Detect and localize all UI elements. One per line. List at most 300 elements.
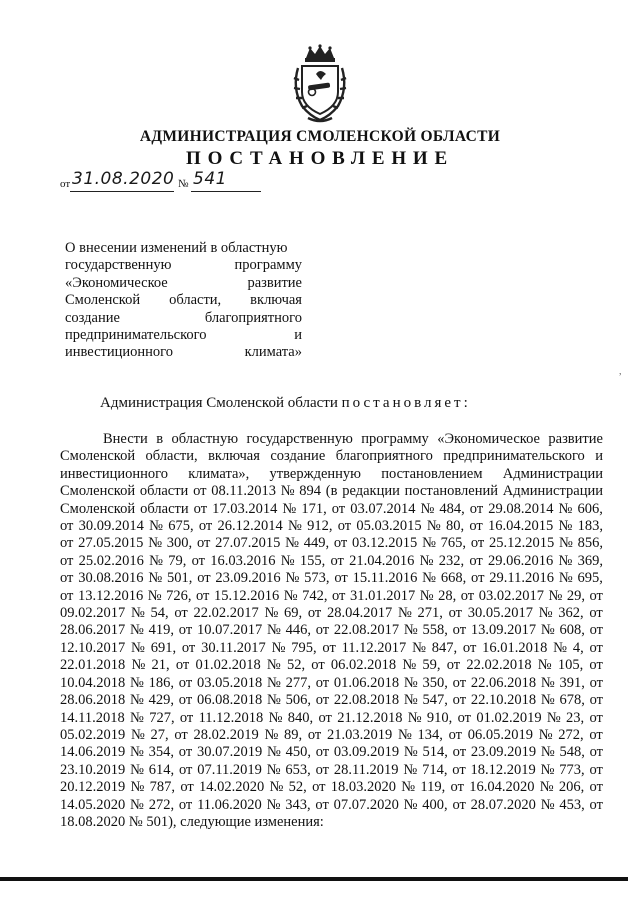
body-word: от <box>457 709 471 726</box>
body-word: № <box>420 500 435 517</box>
body-word: от <box>60 587 74 604</box>
body-word: от <box>448 605 463 622</box>
body-word: 742, <box>302 587 328 604</box>
body-word: от <box>197 570 211 587</box>
body-word: от <box>589 726 603 743</box>
body-word: 548, <box>559 744 585 761</box>
body-word: от <box>322 639 336 656</box>
body-word: (в <box>325 483 338 500</box>
body-word: 52, <box>286 657 306 674</box>
document-date: 31.08.2020 <box>72 169 175 189</box>
body-line <box>60 570 603 587</box>
body-word: от <box>589 779 603 796</box>
subject-text: создание <box>65 309 120 326</box>
body-line <box>60 640 603 657</box>
body-word: создание <box>270 448 326 465</box>
body-word: от <box>318 709 332 726</box>
body-word: 21, <box>151 657 170 674</box>
body-word: от <box>196 587 210 604</box>
body-word: № <box>288 518 302 535</box>
body-line <box>60 692 603 709</box>
body-word: 695, <box>577 570 603 587</box>
margin-mark: , <box>619 366 622 377</box>
body-word: № <box>537 657 552 674</box>
body-word: № <box>130 779 145 796</box>
number-underline <box>191 191 261 192</box>
number-prefix: № <box>178 178 189 190</box>
body-word: от <box>589 744 603 761</box>
body-word: 27.07.2015 <box>215 535 281 552</box>
body-word: от <box>174 605 188 622</box>
body-word: № <box>403 744 418 761</box>
body-word: 03.12.2015 <box>352 535 418 552</box>
body-word: программу <box>361 431 429 447</box>
body-word: развитие <box>548 431 603 447</box>
body-word: от <box>178 744 193 761</box>
body-word: от <box>178 796 193 813</box>
body-word: от <box>331 500 346 517</box>
subject-text: О внесении изменений в областную <box>65 240 288 256</box>
body-word: Смоленской <box>60 448 136 465</box>
body-word: 171, <box>301 500 327 517</box>
body-word: от <box>174 726 188 743</box>
subject-text: благоприятного <box>204 309 302 326</box>
body-word: 29.06.2016 <box>488 552 554 569</box>
body-word: от <box>450 779 464 796</box>
body-word: Смоленской <box>60 500 136 517</box>
body-word: № <box>283 587 298 604</box>
body-word: от <box>315 796 329 813</box>
body-word: 30.11.2017 <box>201 639 266 656</box>
body-word: 20.12.2019 <box>60 779 126 796</box>
body-word: № <box>402 657 417 674</box>
body-word: от <box>193 500 208 517</box>
body-word: 795, <box>291 639 317 656</box>
subject-text: Смоленской <box>65 292 141 309</box>
body-word: 271, <box>417 605 443 622</box>
body-word: 183, <box>577 518 603 535</box>
body-word: 514, <box>422 744 448 761</box>
body-word: 06.05.2019 <box>467 726 533 743</box>
body-word: области, <box>145 448 198 465</box>
body-word: 668, <box>440 570 467 587</box>
body-word: от <box>333 535 348 552</box>
subject-text: области, <box>169 292 222 309</box>
body-word: 25.02.2016 <box>78 552 144 569</box>
body-word: № <box>397 726 412 743</box>
body-word: 419, <box>148 622 174 639</box>
body-word: 26.12.2014 <box>217 518 283 535</box>
body-word: 134, <box>417 726 443 743</box>
body-word: от <box>452 674 467 691</box>
body-word: 506, <box>285 692 311 709</box>
body-word: от <box>178 674 193 691</box>
body-word: редакции <box>342 483 400 500</box>
body-word: 10.04.2018 <box>60 674 126 691</box>
body-word: от <box>315 692 330 709</box>
body-word: № <box>546 709 561 726</box>
body-word: № <box>130 744 144 761</box>
body-word: № <box>266 622 281 639</box>
body-word: № <box>403 622 418 639</box>
body-word: № <box>282 500 297 517</box>
body-word: от <box>175 657 190 674</box>
body-word: от <box>334 570 348 587</box>
body-word: № <box>149 518 163 535</box>
body-word: 350, <box>422 674 448 691</box>
body-word: № <box>403 761 418 778</box>
body-word: 391, <box>559 674 585 691</box>
body-word: № <box>403 796 418 813</box>
body-word: № <box>403 674 418 691</box>
body-word: от <box>311 657 325 674</box>
body-word: 343, <box>285 796 311 813</box>
body-word: 07.11.2019 <box>197 761 262 778</box>
body-word: 08.11.2013 <box>211 483 276 500</box>
body-word: от <box>589 587 603 604</box>
body-line <box>60 622 603 639</box>
body-word: 4, <box>572 639 584 656</box>
body-word: от <box>330 552 344 569</box>
body-word: утвержденную <box>269 465 362 482</box>
body-line <box>60 762 603 779</box>
subject-text: государственную <box>65 257 172 274</box>
body-word: 03.07.2014 <box>350 500 416 517</box>
body-line <box>60 710 603 727</box>
coat-of-arms-icon <box>288 44 352 126</box>
body-word: «Экономическое <box>437 431 540 447</box>
body-word: № <box>268 709 283 726</box>
body-word: № <box>147 587 162 604</box>
document-subject <box>65 240 302 362</box>
body-word: № <box>285 535 299 552</box>
body-word: от <box>589 622 603 639</box>
body-word: 22.02.2018 <box>466 657 532 674</box>
body-word: 714, <box>422 761 448 778</box>
body-word: 54, <box>150 605 169 622</box>
body-word: 52, <box>288 779 307 796</box>
body-word: 16.04.2020 <box>469 779 535 796</box>
body-word: № <box>422 570 436 587</box>
body-word: № <box>426 518 441 535</box>
body-word: № <box>148 535 163 552</box>
body-line <box>60 535 603 552</box>
body-word: от <box>337 518 352 535</box>
body-word: № <box>407 709 422 726</box>
body-word: от <box>589 605 603 622</box>
body-word: № <box>266 744 281 761</box>
body-word: № <box>422 535 436 552</box>
body-word: Администрации <box>502 465 603 482</box>
body-word: 06.02.2018 <box>330 657 397 674</box>
subject-text: развитие <box>247 274 302 291</box>
body-word: 787, <box>149 779 176 796</box>
body-word: 01.06.2018 <box>333 674 400 691</box>
body-word: № <box>130 692 144 709</box>
body-word: 653, <box>285 761 311 778</box>
body-word: 18.08.2020 № 501), следующие изменения: <box>60 813 324 830</box>
body-word: № <box>558 518 573 535</box>
body-word: 449, <box>303 535 330 552</box>
body-word: от <box>589 674 603 691</box>
body-word: № <box>264 726 279 743</box>
body-word: от <box>452 761 466 778</box>
body-word: 773, <box>559 761 585 778</box>
body-word: 912, <box>307 518 333 535</box>
body-word: от <box>307 605 322 622</box>
body-word: 11.12.2018 <box>198 709 264 726</box>
body-word: 14.05.2020 <box>60 796 126 813</box>
body-word: № <box>403 692 418 709</box>
subject-text: и <box>294 327 302 344</box>
body-word: 14.11.2018 <box>60 709 125 726</box>
body-word: 29, <box>566 587 585 604</box>
body-word: № <box>280 483 295 500</box>
body-word: № <box>130 796 144 813</box>
body-word: от <box>181 639 196 656</box>
body-word: 10.07.2017 <box>196 622 263 639</box>
body-word: от <box>315 622 330 639</box>
subject-line <box>65 310 302 327</box>
body-word: предпринимательского <box>443 448 585 465</box>
body-word: № <box>131 657 146 674</box>
body-word: № <box>285 570 300 587</box>
body-word: от <box>452 796 466 813</box>
body-word: 840, <box>287 709 314 726</box>
body-word: 13.09.2017 <box>470 622 537 639</box>
body-word: 23, <box>566 709 585 726</box>
body-word: № <box>130 709 144 726</box>
body-word: 369, <box>577 552 603 569</box>
body-word: от <box>178 761 193 778</box>
body-word: от <box>469 518 483 535</box>
body-word: 400, <box>422 796 448 813</box>
body-line <box>60 727 603 744</box>
body-word: 30.07.2019 <box>196 744 263 761</box>
body-word: 272, <box>558 726 584 743</box>
body-word: № <box>266 761 281 778</box>
body-word: 80, <box>446 518 465 535</box>
body-word: 31.01.2017 <box>349 587 416 604</box>
body-word: № <box>269 779 284 796</box>
body-word: от <box>469 500 484 517</box>
body-word: № <box>397 605 412 622</box>
body-word: от <box>193 483 207 500</box>
body-word: 17.03.2014 <box>212 500 278 517</box>
subject-text: инвестиционного <box>65 344 173 361</box>
body-word: от <box>180 779 194 796</box>
body-word: № <box>266 674 281 691</box>
body-word: 272, <box>148 796 175 813</box>
body-word: 22.01.2018 <box>60 657 126 674</box>
body-line <box>60 657 603 674</box>
body-word: от <box>307 726 322 743</box>
body-word: № <box>271 639 286 656</box>
body-word: 16.03.2016 <box>210 552 276 569</box>
body-line <box>60 466 603 483</box>
body-word: № <box>540 744 555 761</box>
body-word: № <box>419 587 434 604</box>
body-word: 13.12.2016 <box>77 587 144 604</box>
body-word: 446, <box>285 622 311 639</box>
body-word: 558, <box>422 622 448 639</box>
body-word: от <box>589 796 603 813</box>
body-word: 105, <box>557 657 584 674</box>
body-word: Администрации <box>502 483 603 500</box>
body-word: № <box>559 535 573 552</box>
body-word: от <box>315 744 330 761</box>
body-word: № <box>558 570 573 587</box>
body-word: 05.03.2015 <box>356 518 422 535</box>
body-word: 22.10.2018 <box>470 692 537 709</box>
body-line <box>60 483 603 500</box>
body-word: 27, <box>150 726 169 743</box>
body-word: от <box>589 761 603 778</box>
body-word: постановлений <box>404 483 498 500</box>
intro-verb: постановляет: <box>341 395 471 411</box>
body-word: от <box>469 552 483 569</box>
body-word: 18.03.2020 <box>330 779 396 796</box>
body-line <box>60 744 603 761</box>
body-line <box>60 431 603 448</box>
page-bottom-border <box>0 877 628 881</box>
body-word: 300, <box>166 535 193 552</box>
date-prefix: от <box>60 178 71 190</box>
body-word: 16.01.2018 <box>482 639 548 656</box>
body-word: № <box>540 622 555 639</box>
body-word: от <box>179 709 194 726</box>
body-word: № <box>540 674 555 691</box>
body-word: 30.08.2016 <box>78 570 144 587</box>
body-word: 765, <box>440 535 467 552</box>
body-line <box>60 779 603 796</box>
body-word: климата», <box>188 465 250 482</box>
body-word: 547, <box>422 692 448 709</box>
body-word: 155, <box>299 552 326 569</box>
intro-line <box>100 395 471 412</box>
body-word: 16.04.2015 <box>488 518 554 535</box>
body-word: 79, <box>168 552 187 569</box>
body-word: 614, <box>148 761 175 778</box>
body-word: 01.02.2019 <box>476 709 542 726</box>
body-word: 910, <box>426 709 453 726</box>
body-word: № <box>548 587 563 604</box>
body-word: 28.02.2019 <box>193 726 259 743</box>
body-word: 18.12.2019 <box>470 761 536 778</box>
body-word: 450, <box>285 744 311 761</box>
body-word: 28.11.2019 <box>333 761 399 778</box>
body-word: 573, <box>304 570 330 587</box>
body-word: 186, <box>148 674 174 691</box>
body-word: 23.09.2016 <box>215 570 281 587</box>
body-line <box>60 553 603 570</box>
body-word: от <box>448 726 463 743</box>
body-word: от <box>589 639 603 656</box>
body-line <box>60 448 603 465</box>
body-word: постановлением <box>381 465 483 482</box>
body-word: от <box>191 552 206 569</box>
body-paragraph <box>60 431 603 831</box>
body-word: 14.06.2019 <box>60 744 126 761</box>
body-word: 691, <box>150 639 177 656</box>
body-word: 12.10.2017 <box>60 639 126 656</box>
body-word: № <box>266 657 281 674</box>
subject-line <box>65 275 302 292</box>
body-word: 232, <box>438 552 465 569</box>
body-word: 22.06.2018 <box>470 674 537 691</box>
body-word: от <box>60 518 74 535</box>
body-word: от <box>196 535 211 552</box>
subject-text: программу <box>234 257 302 274</box>
body-line <box>60 675 603 692</box>
body-word: 14.02.2020 <box>199 779 265 796</box>
body-word: Смоленской <box>60 483 136 500</box>
body-word: № <box>264 605 279 622</box>
body-word: № <box>558 500 573 517</box>
body-word: 847, <box>431 639 458 656</box>
body-word: от <box>470 535 485 552</box>
body-word: 608, <box>559 622 585 639</box>
body-word: государственную <box>246 431 353 447</box>
document-type-title: ПОСТАНОВЛЕНИЕ <box>186 148 454 169</box>
body-word: 03.09.2019 <box>333 744 400 761</box>
body-word: 362, <box>558 605 584 622</box>
body-word: № <box>540 761 555 778</box>
subject-line <box>65 327 302 344</box>
body-word: 29.08.2014 <box>488 500 554 517</box>
body-word: № <box>280 552 295 569</box>
body-word: 01.02.2018 <box>195 657 261 674</box>
body-word: № <box>419 552 434 569</box>
subject-text: климата» <box>244 344 302 361</box>
body-word: 11.12.2017 <box>341 639 407 656</box>
body-word: 21.12.2018 <box>337 709 403 726</box>
body-word: № <box>539 779 554 796</box>
body-word: 28.06.2018 <box>60 692 126 709</box>
body-word: от <box>60 535 74 552</box>
body-word: от <box>60 570 74 587</box>
body-word: 03.02.2017 <box>478 587 544 604</box>
body-word: от <box>198 518 213 535</box>
body-word: № <box>401 779 416 796</box>
body-word: 727, <box>149 709 175 726</box>
body-word: 29.11.2016 <box>489 570 554 587</box>
body-word: от <box>589 692 603 709</box>
body-word: 678, <box>559 692 585 709</box>
document-number: 541 <box>193 169 227 189</box>
body-line <box>60 588 603 605</box>
body-word: от <box>452 744 467 761</box>
body-word: областную <box>171 431 239 447</box>
body-word: благоприятного <box>335 448 433 465</box>
subject-text: «Экономическое <box>65 274 168 291</box>
body-word: инвестиционного <box>60 465 168 482</box>
body-line <box>60 797 603 814</box>
body-word: 856, <box>577 535 603 552</box>
body-word: области <box>139 483 189 500</box>
body-word: от <box>446 657 461 674</box>
body-word: № <box>266 796 281 813</box>
body-word: 06.08.2018 <box>196 692 263 709</box>
body-word: 606, <box>577 500 603 517</box>
body-word: от <box>460 587 475 604</box>
body-word: 89, <box>284 726 303 743</box>
body-word: 277, <box>285 674 311 691</box>
body-word: 206, <box>558 779 585 796</box>
body-word: области <box>140 500 189 517</box>
intro-subject: Администрация Смоленской области <box>100 395 338 411</box>
body-word: 22.02.2017 <box>193 605 259 622</box>
